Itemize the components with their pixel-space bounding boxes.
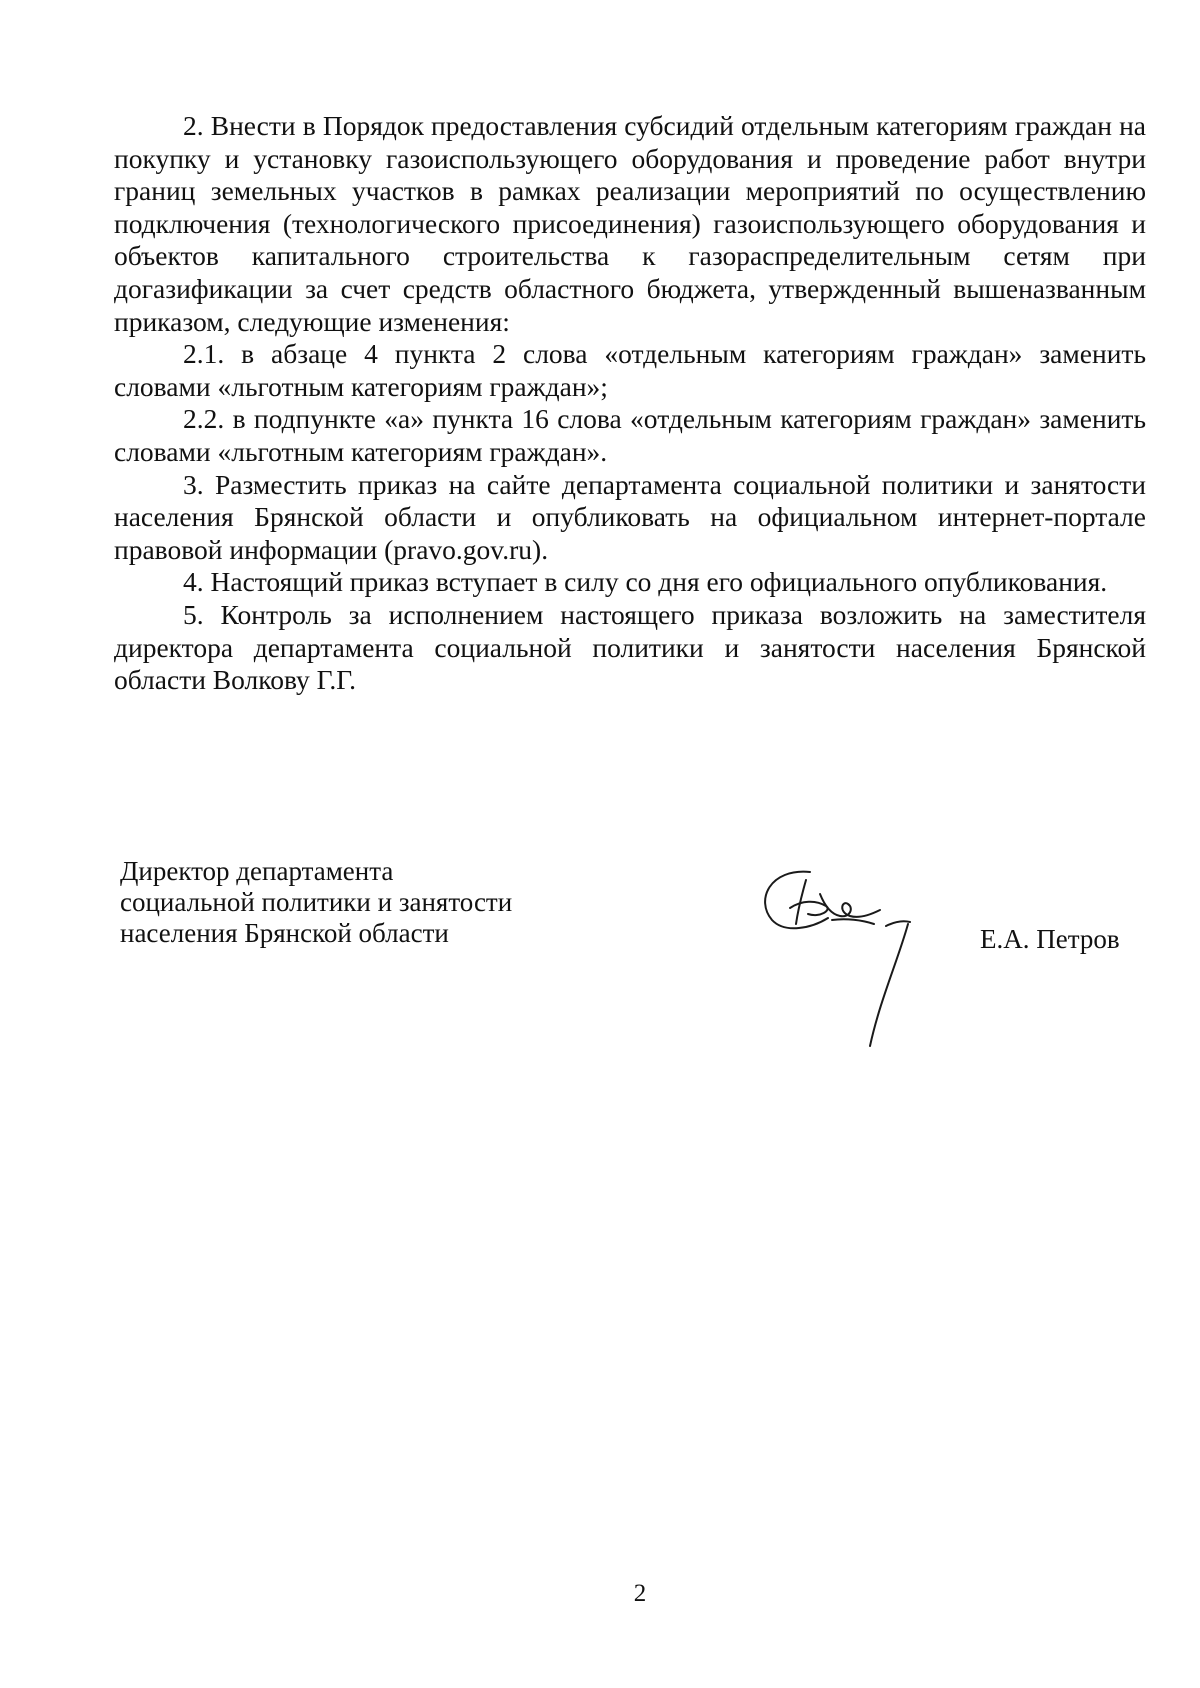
page-number: 2 (633, 1580, 647, 1607)
paragraph-2-2: 2.2. в подпункте «а» пункта 16 слова «отдельным категориям граждан» заменить словами «льготным категориям граждан». (114, 403, 1146, 467)
position-line-1: Директор департамента (120, 856, 394, 886)
signatory-position (120, 856, 512, 949)
handwritten-signature-icon (750, 860, 930, 1050)
position-line-3: населения Брянской области (120, 918, 449, 948)
paragraph-2: 2. Внести в Порядок предоставления субсидий отдельным категориям граждан на покупку и установку газоиспользующего оборудования и проведение работ внутри границ земельных участков в рамках реализации мероприятий по осуществлению подключения (технологического присоединения) газоиспользующего оборудования и объектов капитального строительства к газораспределительным сетям при догазификации за счет средств областного бюджета, утвержденный вышеназванным приказом, следующие изменения: (114, 110, 1146, 337)
paragraph-5: 5. Контроль за исполнением настоящего приказа возложить на заместителя директора департамента социальной политики и занятости населения Брянской области Волкову Г.Г. (114, 598, 1146, 696)
paragraph-3: 3. Разместить приказ на сайте департамента социальной политики и занятости населения Брянской области и опубликовать на официальном интернет-портале правовой информации (pravo.gov.ru). (114, 468, 1146, 565)
position-line-2: социальной политики и занятости (120, 887, 513, 917)
signatory-name: Е.А. Петров (980, 924, 1120, 954)
paragraph-4: 4. Настоящий приказ вступает в силу со дня его официального опубликования. (183, 566, 1108, 598)
paragraph-2-1: 2.1. в абзаце 4 пункта 2 слова «отдельным категориям граждан» заменить словами «льготным категориям граждан»; (114, 338, 1146, 402)
document-body (114, 110, 1146, 697)
